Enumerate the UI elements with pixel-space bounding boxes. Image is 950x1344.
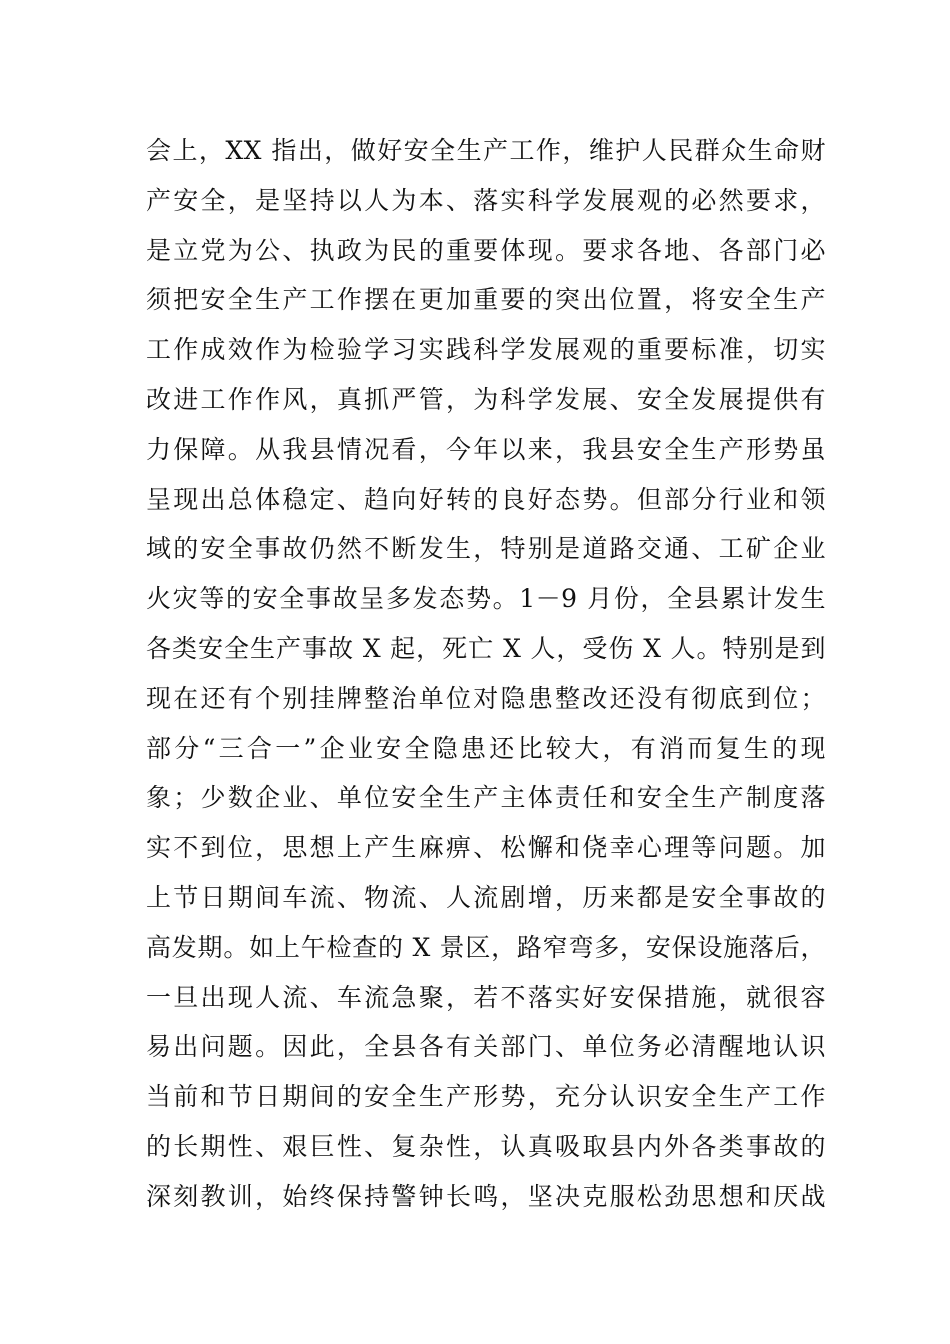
text-line: 各类安全生产事故 X 起，死亡 X 人，受伤 X 人。特别是到 <box>146 633 826 663</box>
text-line: 力保障。从我县情况看，今年以来，我县安全生产形势虽 <box>146 434 826 464</box>
body-paragraph <box>146 126 826 1222</box>
text-line: 会上，XX 指出，做好安全生产工作，维护人民群众生命财 <box>146 136 826 165</box>
text-line: 象；少数企业、单位安全生产主体责任和安全生产制度落 <box>146 783 826 813</box>
text-line: 工作成效作为检验学习实践科学发展观的重要标准，切实 <box>146 335 826 365</box>
text-line: 实不到位，思想上产生麻痹、松懈和侥幸心理等问题。加 <box>146 833 826 863</box>
text-line: 产安全，是坚持以人为本、落实科学发展观的必然要求， <box>146 185 826 215</box>
text-line: 火灾等的安全事故呈多发态势。1－9 月份，全县累计发生 <box>146 584 826 614</box>
text-line: 上节日期间车流、物流、人流剧增，历来都是安全事故的 <box>146 882 826 912</box>
text-line: 是立党为公、执政为民的重要体现。要求各地、各部门必 <box>146 235 826 265</box>
text-line: 高发期。如上午检查的 X 景区，路窄弯多，安保设施落后， <box>146 932 826 962</box>
text-line: 当前和节日期间的安全生产形势，充分认识安全生产工作 <box>146 1082 826 1112</box>
text-line: 现在还有个别挂牌整治单位对隐患整改还没有彻底到位； <box>146 683 826 713</box>
text-line: 域的安全事故仍然不断发生，特别是道路交通、工矿企业 <box>146 534 826 564</box>
text-line: 深刻教训，始终保持警钟长鸣，坚决克服松劲思想和厌战 <box>146 1181 826 1211</box>
text-line: 易出问题。因此，全县各有关部门、单位务必清醒地认识 <box>146 1032 826 1062</box>
text-line: 呈现出总体稳定、趋向好转的良好态势。但部分行业和领 <box>146 484 826 514</box>
text-line: 须把安全生产工作摆在更加重要的突出位置，将安全生产 <box>146 285 826 315</box>
text-line: 部分“三合一”企业安全隐患还比较大，有消而复生的现 <box>146 733 826 763</box>
text-line: 一旦出现人流、车流急聚，若不落实好安保措施，就很容 <box>146 982 826 1012</box>
text-line: 改进工作作风，真抓严管，为科学发展、安全发展提供有 <box>146 384 826 414</box>
text-line: 的长期性、艰巨性、复杂性，认真吸取县内外各类事故的 <box>146 1131 826 1161</box>
